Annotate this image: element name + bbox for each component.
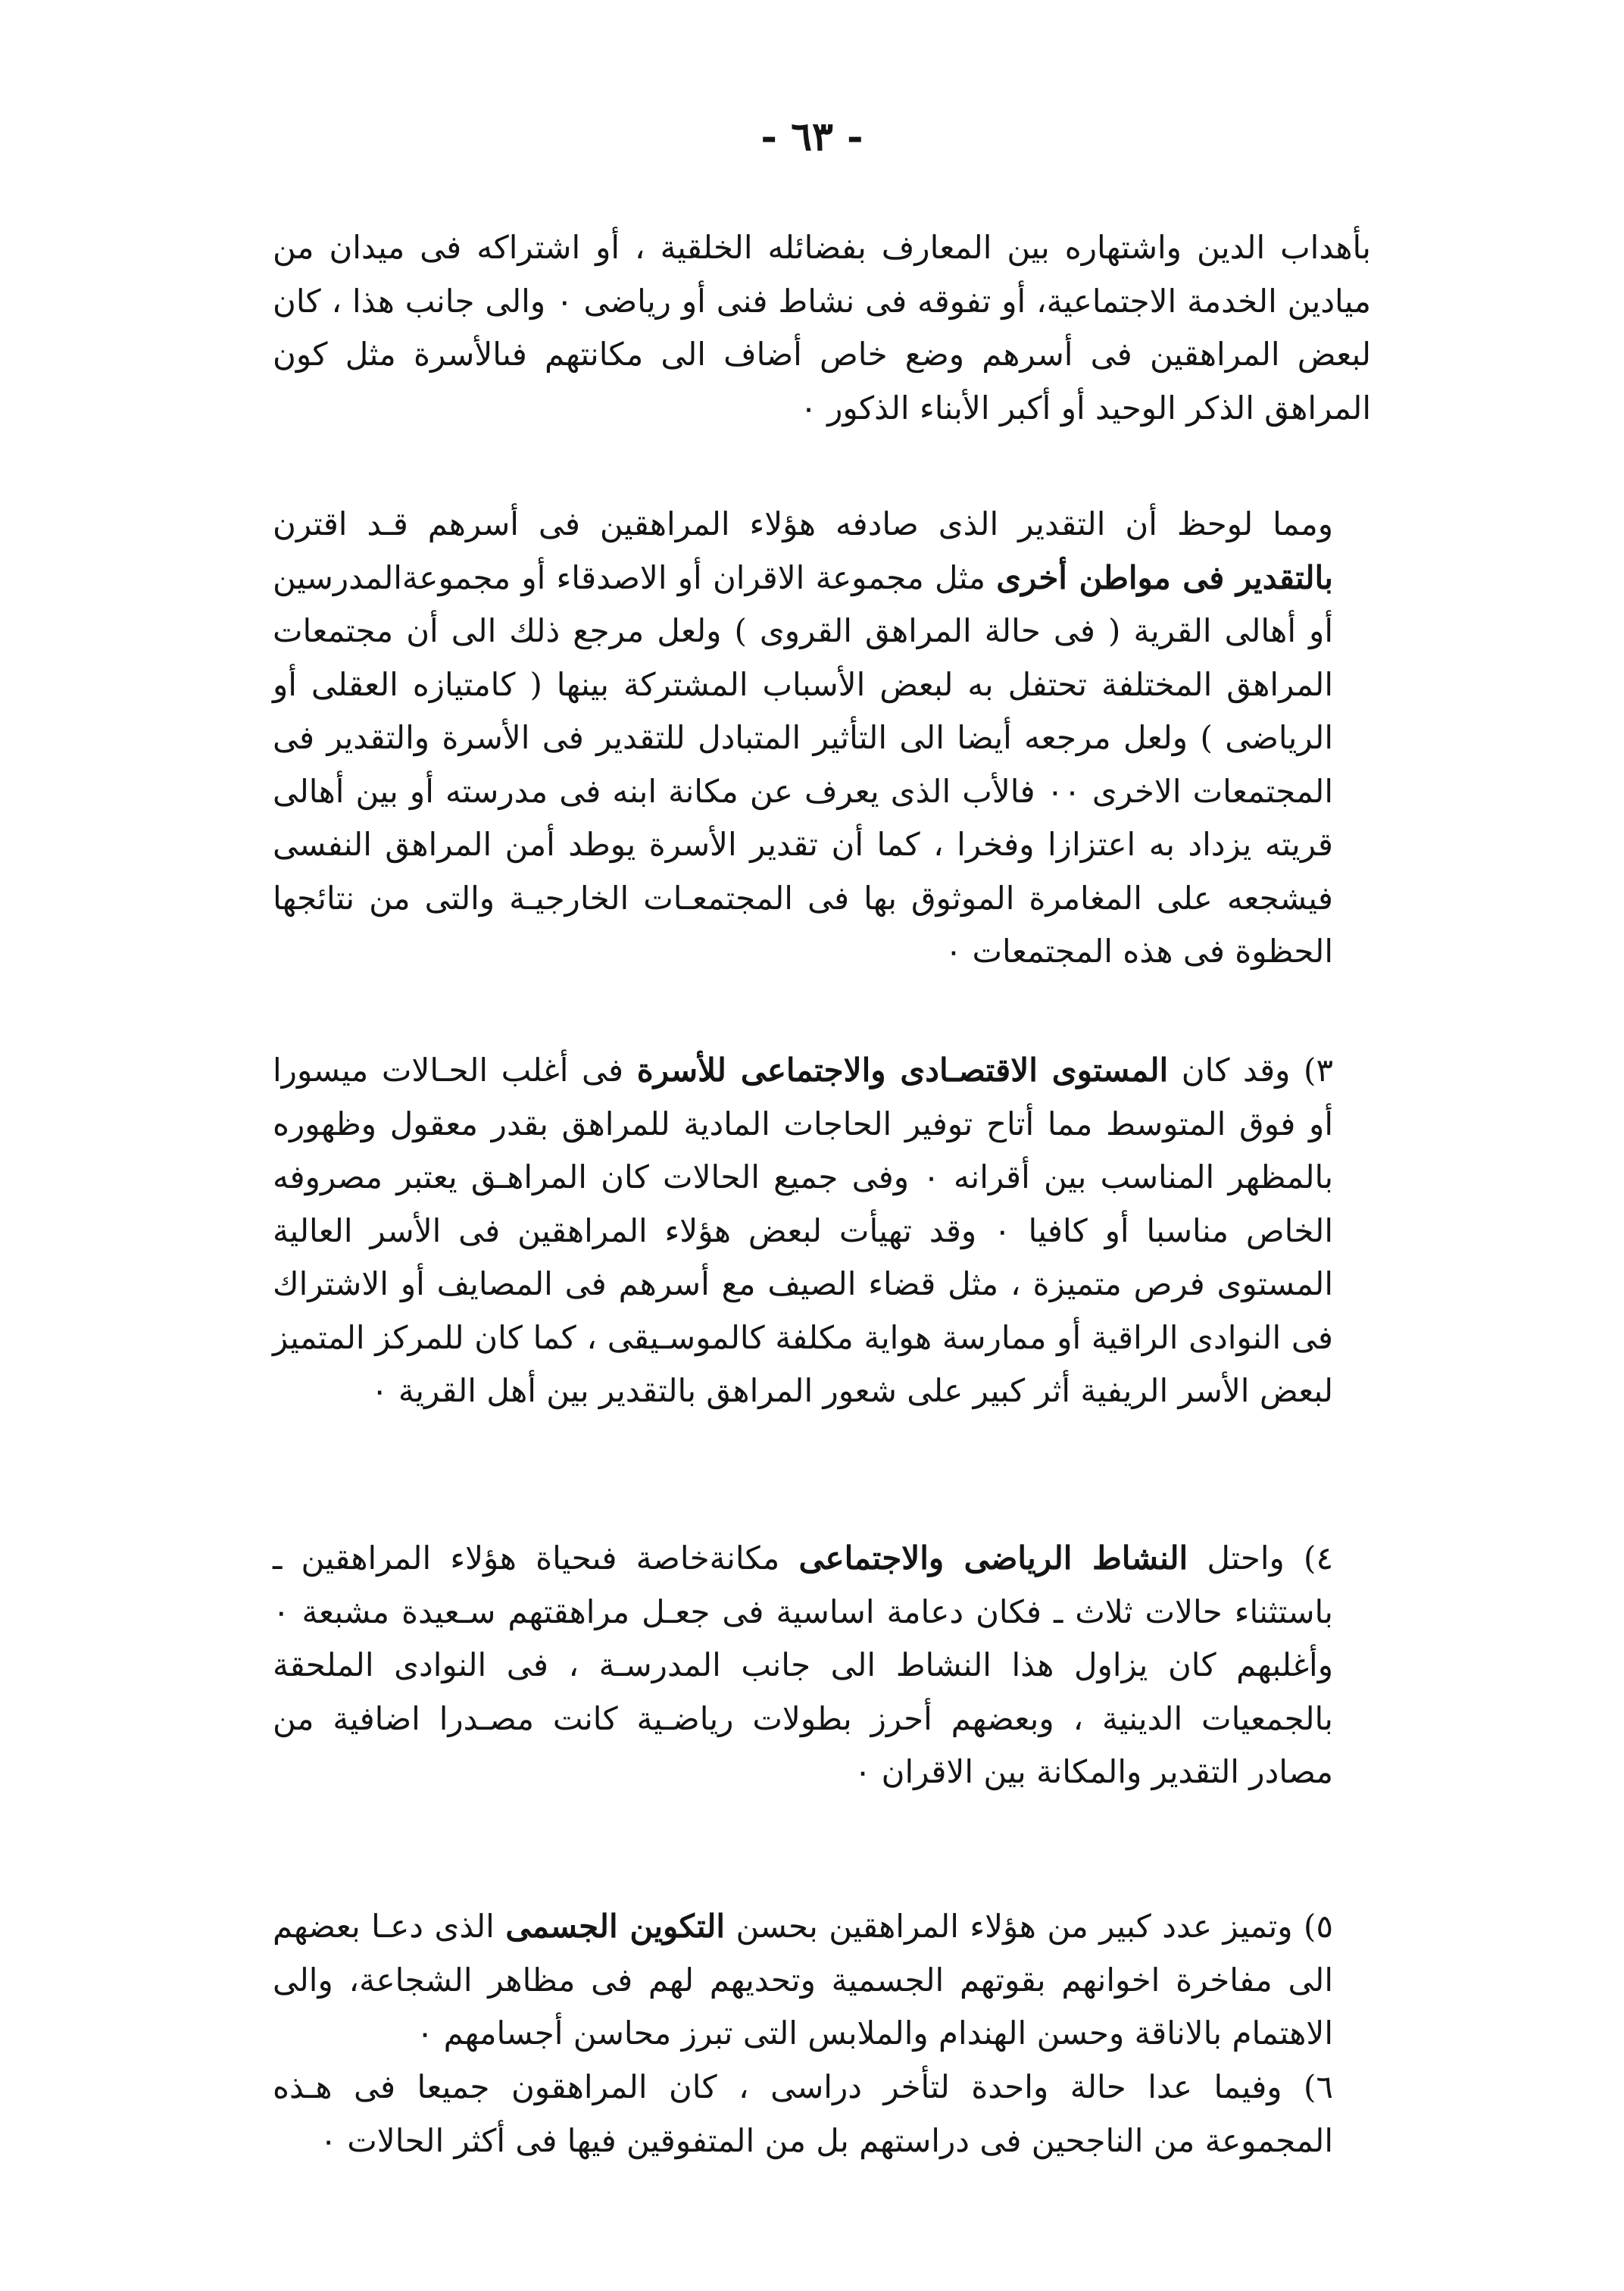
paragraph-4-rest: مكانةخاصة فىحياة هؤلاء المراهقين ـ باستثناء حالات ثلاث ـ فكان دعامة اساسية فى جعـل مراهقتهم سـعيدة مشبعة ٠ وأغلبهم كان يزاول هذا النشاط الى جانب المدرسـة ، فى النوادى الملحقة بالجمعيات الدينية ، وبعضهم أحرز بطولات رياضـية كانت مصـدرا اضافية من مصادر التقدير والمكانة بين الاقران ٠ xyxy=(273,1539,1333,1790)
page-number: - ٦٣ - xyxy=(760,114,864,160)
paragraph-3-rest: فى أغلب الحـالات ميسورا أو فوق المتوسط مما أتاح توفير الحاجات المادية للمراهق بقدر معقول وظهوره بالمظهر المناسب بين أقرانه ٠ وفى جميع الحالات كان المراهـق يعتبر مصروفه الخاص مناسبا أو كافيا ٠ وقد تهيأت لبعض هؤلاء المراهقين فى الأسر العالية المستوى فرص متميزة ، مثل قضاء الصيف مع أسرهم فى المصايف أو الاشتراك فى النوادى الراقية أو ممارسة هواية مكلفة كالموسـيقى ، كما كان للمركز المتميز لبعض الأسر الريفية أثر كبير على شعور المراهق بالتقدير بين أهل القرية ٠ xyxy=(273,1052,1334,1409)
paragraph-4-body xyxy=(273,1532,1371,1799)
paragraph-4-lead: ٤) واحتل xyxy=(1188,1539,1333,1577)
paragraph-3 xyxy=(273,1044,1371,1418)
paragraph-3-body xyxy=(273,1044,1371,1418)
paragraph-3-emphasis: المستوى الاقتصـادى والاجتماعى للأسرة xyxy=(636,1052,1169,1089)
paragraph-5-body xyxy=(273,1900,1371,2061)
paragraph-2-emphasis: بالتقدير فى مواطن أخرى xyxy=(996,558,1333,596)
paragraph-1-text: بأهداب الدين واشتهاره بين المعارف بفضائله الخلقية ، أو اشتراكه فى ميدان من ميادين الخدمة الاجتماعية، أو تفوقه فى نشاط فنى أو رياضى ٠ والى جانب هذا ، كان لبعض المراهقين فى أسرهم وضع خاص أضاف الى مكانتهم فىالأسرة مثل كون المراهق الذكر الوحيد أو أكبر الأبناء الذكور ٠ xyxy=(273,229,1371,427)
paragraph-5-rest: الذى دعـا بعضهم الى مفاخرة اخوانهم بقوتهم الجسمية وتحديهم لهم فى مظاهر الشجاعة، والى الاهتمام بالاناقة وحسن الهندام والملابس التى تبرز محاسن أجسامهم ٠ xyxy=(273,1908,1333,2052)
paragraph-3-lead: ٣) وقد كان xyxy=(1168,1052,1333,1089)
paragraph-2-rest: مثل مجموعة الاقران أو الاصدقاء أو مجموعةالمدرسين أو أهالى القرية ( فى حالة المراهق القروى ) ولعل مرجع ذلك الى أن مجتمعات المراهق المختلفة تحتفل به لبعض الأسباب المشتركة بينها ( كامتيازه العقلى أو الرياضى ) ولعل مرجعه أيضا الى التأثير المتبادل للتقدير فى الأسرة والتقدير فى المجتمعات الاخرى ٠٠ فالأب الذى يعرف عن مكانة ابنه فى مدرسته أو بين أهالى قريته يزداد به اعتزازا وفخرا ، كما أن تقدير الأسرة يوطد أمن المراهق النفسى فيشجعه على المغامرة الموثوق بها فى المجتمعـات الخارجيـة والتى من نتائجها الحظوة فى هذه المجتمعات ٠ xyxy=(273,558,1333,970)
paragraph-2-lead: ومما لوحظ أن التقدير الذى صادفه هؤلاء المراهقين فى أسرهم قـد اقترن xyxy=(273,505,1333,542)
paragraph-1 xyxy=(273,221,1371,435)
paragraph-2-body xyxy=(273,498,1371,979)
paragraph-5 xyxy=(273,1900,1371,2061)
paragraph-2 xyxy=(273,498,1371,979)
paragraph-5-emphasis: التكوين الجسمى xyxy=(505,1908,726,1945)
paragraph-6 xyxy=(273,2061,1371,2168)
paragraph-6-text: ٦) وفيما عدا حالة واحدة لتأخر دراسى ، كان المراهقون جميعا فى هـذه المجموعة من الناجحين فى دراستهم بل من المتفوقين فيها فى أكثر الحالات ٠ xyxy=(273,2068,1333,2159)
paragraph-4 xyxy=(273,1532,1371,1799)
paragraph-5-lead: ٥) وتميز عدد كبير من هؤلاء المراهقين بحسن xyxy=(725,1908,1333,1945)
paragraph-4-emphasis: النشاط الرياضى والاجتماعى xyxy=(798,1539,1188,1577)
